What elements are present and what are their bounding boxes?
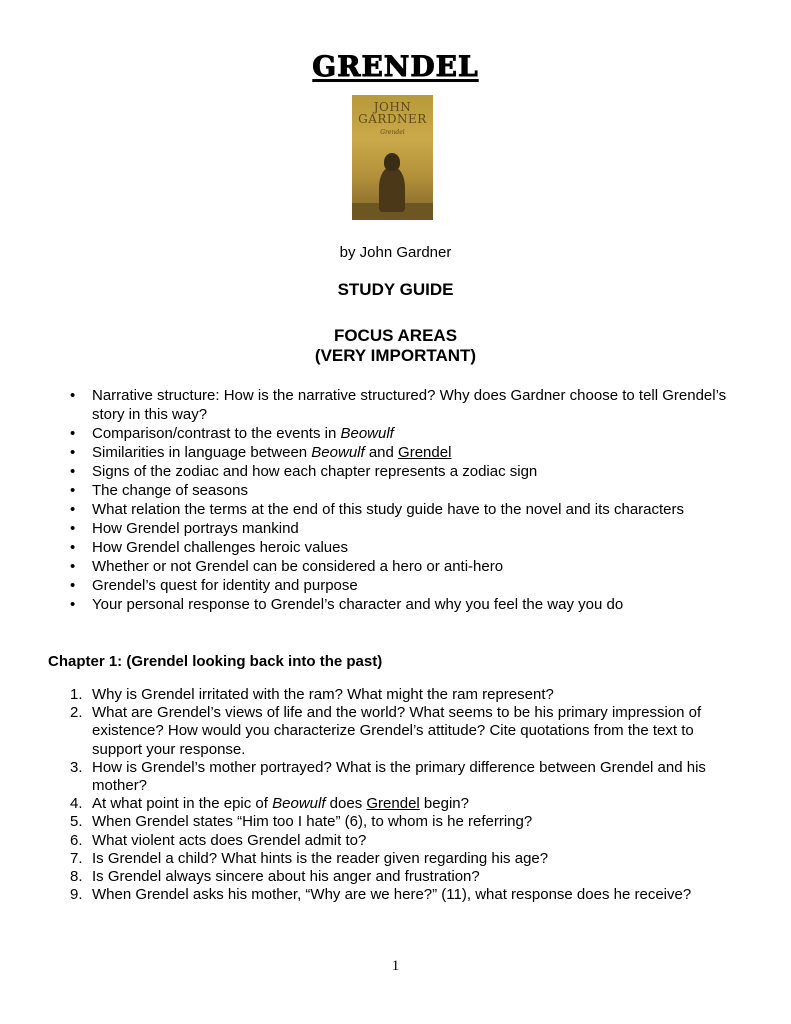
- item-text: What relation the terms at the end of this study guide have to the novel and its characters: [92, 501, 685, 518]
- question-text: What are Grendel’s views of life and the world? What seems to be his primary impression of existence? How would you characterize Grendel’s attitude? Cite quotations from the text to support your response.: [92, 704, 702, 758]
- cover-author-last: GARDNER: [358, 112, 427, 126]
- item-text: and: [364, 444, 399, 461]
- question-text: At what point in the epic of: [92, 795, 273, 813]
- bullet-icon: •: [70, 482, 76, 499]
- list-item: [70, 424, 730, 443]
- item-text: Your personal response to Grendel’s character and why you feel the way you do: [92, 596, 624, 613]
- question-text: does: [325, 795, 367, 813]
- cover-figure-head: [384, 153, 400, 171]
- item-text: Narrative structure: How is the narrative structured? Why does Gardner choose to tell Grendel’s story in this way?: [92, 387, 727, 423]
- list-item: [70, 519, 730, 538]
- item-text: Similarities in language between: [92, 444, 312, 461]
- list-item: [70, 576, 730, 595]
- chapter-heading: Chapter 1: (Grendel looking back into the past): [48, 653, 383, 670]
- bullet-icon: •: [70, 596, 76, 613]
- question-item: [70, 686, 740, 704]
- question-item: [70, 704, 740, 759]
- question-item: [70, 886, 740, 904]
- item-text: Comparison/contrast to the events in: [92, 425, 341, 442]
- question-number: 9.: [70, 886, 83, 904]
- list-item: [70, 500, 730, 519]
- page-number: 1: [391, 958, 400, 974]
- bullet-icon: •: [70, 463, 76, 480]
- bullet-icon: •: [70, 501, 76, 518]
- study-guide-heading: STUDY GUIDE: [337, 280, 454, 299]
- cover-author-first: JOHN: [373, 100, 412, 114]
- bullet-icon: •: [70, 539, 76, 556]
- focus-heading-line2: (VERY IMPORTANT): [314, 346, 477, 365]
- chapter-questions-list: [70, 686, 740, 904]
- italic-title: Beowulf: [340, 425, 394, 442]
- item-text: Signs of the zodiac and how each chapter represents a zodiac sign: [92, 463, 538, 480]
- question-number: 3.: [70, 758, 83, 776]
- question-number: 8.: [70, 868, 83, 886]
- bullet-icon: •: [70, 425, 76, 442]
- italic-title: Beowulf: [311, 444, 365, 461]
- cover-subtitle: Grendel: [380, 129, 405, 136]
- byline: by John Gardner: [339, 244, 452, 261]
- cover-author: [352, 101, 433, 125]
- bullet-icon: •: [70, 558, 76, 575]
- list-item: [70, 595, 730, 614]
- focus-areas-list: [70, 386, 730, 614]
- question-item: [70, 759, 740, 795]
- question-text: What violent acts does Grendel admit to?: [92, 831, 367, 849]
- question-item: [70, 850, 740, 868]
- question-item: [70, 868, 740, 886]
- question-number: 7.: [70, 849, 83, 867]
- item-text: Whether or not Grendel can be considered a hero or anti-hero: [92, 558, 504, 575]
- list-item: [70, 443, 730, 462]
- bullet-icon: •: [70, 387, 76, 404]
- focus-areas-heading: [0, 326, 791, 366]
- question-text: How is Grendel’s mother portrayed? What is the primary difference between Grendel and his mother?: [92, 758, 706, 795]
- book-cover-image: [352, 95, 433, 220]
- item-text: How Grendel portrays mankind: [92, 520, 299, 537]
- question-text: When Grendel asks his mother, “Why are we here?” (11), what response does he receive?: [92, 886, 692, 904]
- focus-heading-line1: FOCUS AREAS: [333, 326, 458, 345]
- list-item: [70, 462, 730, 481]
- bullet-icon: •: [70, 444, 76, 461]
- bullet-icon: •: [70, 520, 76, 537]
- question-number: 1.: [70, 686, 83, 703]
- list-item: [70, 538, 730, 557]
- question-number: 2.: [70, 704, 83, 722]
- question-number: 6.: [70, 831, 83, 849]
- question-number: 5.: [70, 813, 83, 831]
- question-item: [70, 832, 740, 850]
- item-text: Grendel’s quest for identity and purpose: [92, 577, 358, 594]
- cover-figure-body: [379, 167, 405, 212]
- question-text: begin?: [419, 795, 469, 813]
- question-text: Why is Grendel irritated with the ram? What might the ram represent?: [92, 686, 554, 703]
- question-number: 4.: [70, 795, 83, 813]
- question-text: Is Grendel always sincere about his anger and frustration?: [92, 868, 480, 886]
- underlined-title: Grendel: [398, 444, 452, 461]
- question-item: [70, 795, 740, 813]
- title-text: GRENDEL: [312, 50, 479, 83]
- bullet-icon: •: [70, 577, 76, 594]
- underlined-title: Grendel: [366, 795, 420, 813]
- document-title: [0, 50, 791, 83]
- item-text: How Grendel challenges heroic values: [92, 539, 348, 556]
- item-text: The change of seasons: [92, 482, 248, 499]
- italic-title: Beowulf: [272, 795, 326, 813]
- list-item: [70, 386, 730, 424]
- list-item: [70, 481, 730, 500]
- question-item: [70, 813, 740, 831]
- list-item: [70, 557, 730, 576]
- question-text: When Grendel states “Him too I hate” (6), to whom is he referring?: [92, 813, 533, 831]
- question-text: Is Grendel a child? What hints is the reader given regarding his age?: [92, 849, 549, 867]
